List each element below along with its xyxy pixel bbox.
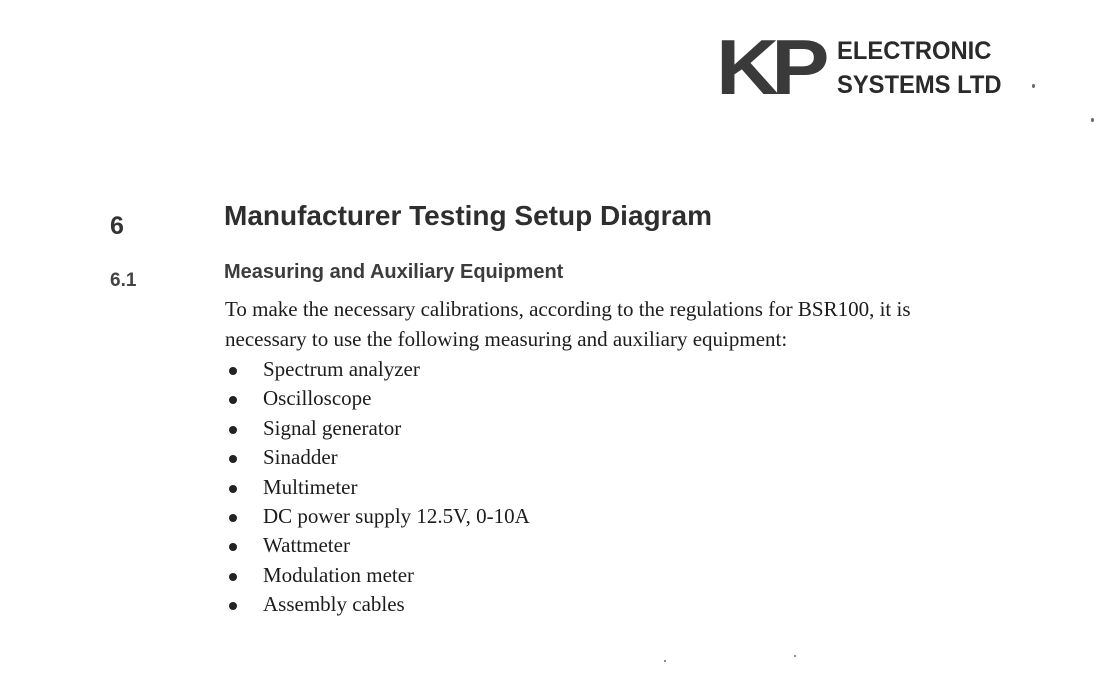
bullet-icon — [229, 485, 237, 493]
intro-paragraph — [225, 294, 1025, 354]
scan-speck — [1032, 84, 1035, 88]
company-logo — [716, 23, 1016, 111]
bullet-icon — [229, 396, 237, 404]
list-item-text: Wattmeter — [263, 533, 350, 558]
section-title: Manufacturer Testing Setup Diagram — [224, 200, 713, 231]
intro-line: necessary to use the following measuring and auxiliary equipment: — [225, 327, 788, 351]
list-item-text: Sinadder — [263, 445, 338, 470]
logo-text-line2: SYSTEMS LTD — [837, 71, 1002, 99]
intro-line: To make the necessary calibrations, according to the regulations for BSR100, it is — [225, 297, 911, 321]
subsection-title: Measuring and Auxiliary Equipment — [224, 261, 564, 283]
bullet-icon — [229, 455, 237, 463]
bullet-icon — [229, 573, 237, 581]
list-item-text: DC power supply 12.5V, 0-10A — [263, 503, 530, 528]
section-number: 6 — [110, 212, 124, 240]
bullet-icon — [229, 514, 237, 522]
bullet-icon — [229, 367, 237, 375]
list-item-text: Assembly cables — [263, 592, 405, 617]
logo-mark: KP — [716, 23, 822, 111]
list-item-text: Oscilloscope — [263, 386, 372, 411]
bullet-icon — [229, 602, 237, 610]
logo-text-line1: ELECTRONIC — [837, 37, 992, 65]
scan-speck — [794, 655, 796, 657]
list-item-text: Multimeter — [263, 474, 358, 499]
list-item-text: Signal generator — [263, 415, 402, 440]
list-item-text: Modulation meter — [263, 562, 415, 587]
subsection-number: 6.1 — [110, 270, 137, 291]
scan-speck — [1091, 118, 1094, 122]
scan-speck — [664, 660, 666, 662]
list-item-text: Spectrum analyzer — [263, 357, 420, 381]
bullet-icon — [229, 426, 237, 434]
bullet-icon — [229, 543, 237, 551]
